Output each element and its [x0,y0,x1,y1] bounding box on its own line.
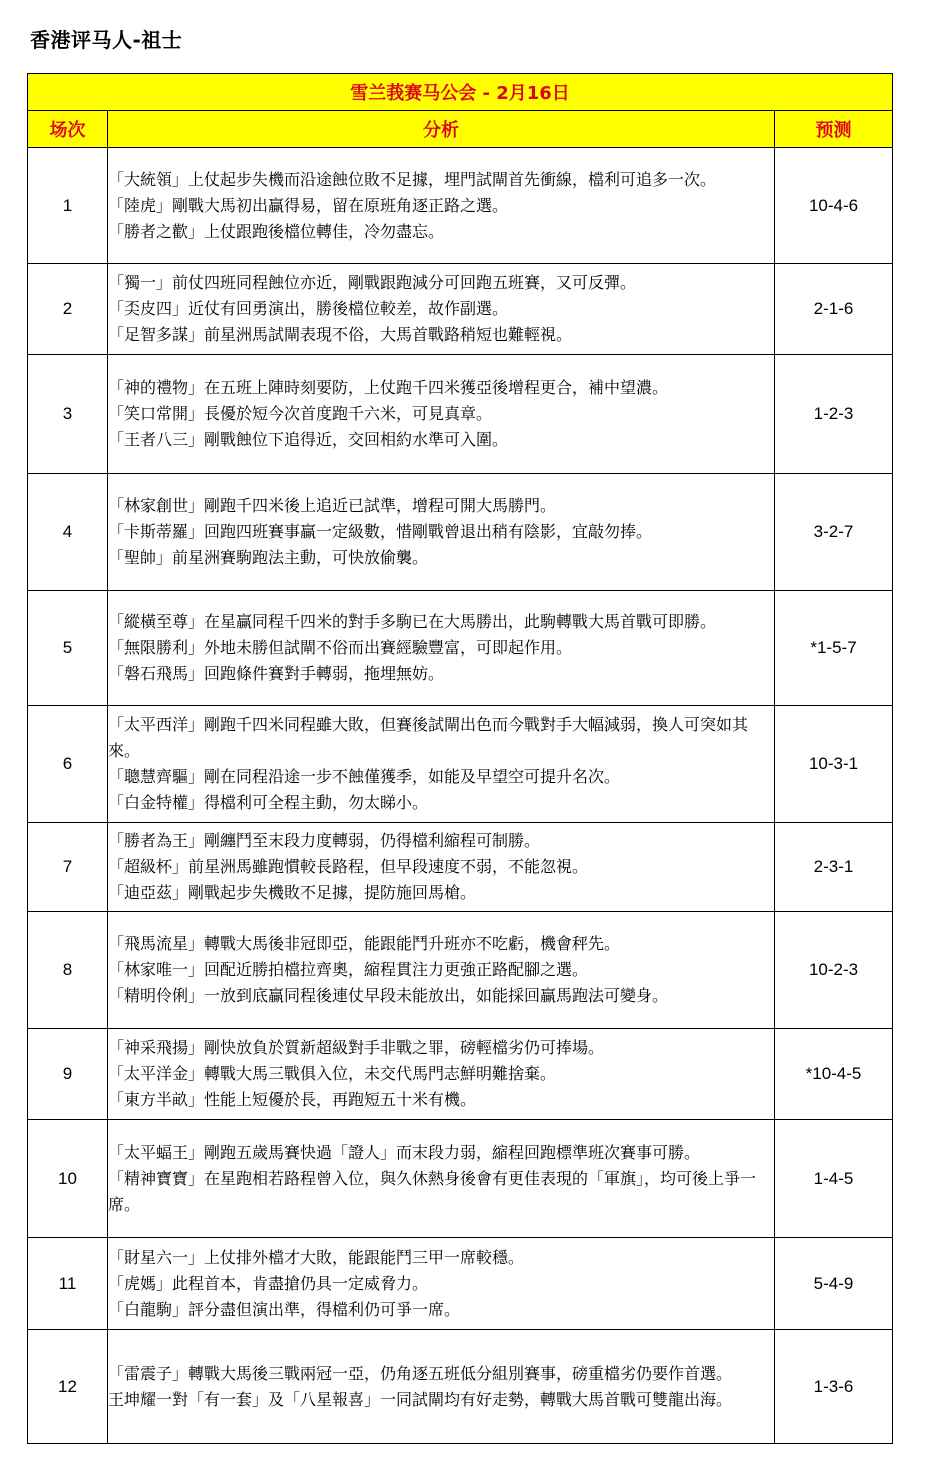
race-prediction: 10-4-6 [775,148,893,264]
race-row [28,1120,893,1238]
analysis-line: 「神采飛揚」剛快放負於質新超級對手非戰之罪，磅輕檔劣仍可捧場。 [108,1038,605,1057]
header-row [28,111,893,148]
analysis-line: 「聰慧齊驅」剛在同程沿途一步不蝕僅獲季，如能及早望空可提升名次。 [108,767,621,786]
race-number: 8 [28,912,108,1029]
race-number: 11 [28,1238,108,1330]
race-number: 5 [28,591,108,706]
race-table [27,73,893,1444]
race-analysis [108,1029,775,1120]
header-race: 场次 [28,111,108,148]
analysis-line: 「白龍駒」評分盡但演出準，得檔利仍可爭一席。 [108,1299,461,1319]
analysis-line: 「足智多謀」前星洲馬試閘表現不俗，大馬首戰路稍短也難輕視。 [108,325,573,344]
analysis-line: 「財星六一」上仗排外檔才大敗，能跟能鬥三甲一席較穩。 [108,1247,525,1267]
race-analysis [108,912,775,1029]
analysis-line: 「太平洋金」轉戰大馬三戰俱入位，未交代馬門志鮮明難捨棄。 [108,1064,557,1083]
race-analysis [108,474,775,591]
analysis-line: 「迪亞茲」剛戰起步失機敗不足據，提防施回馬槍。 [108,883,477,902]
race-number: 12 [28,1330,108,1444]
analysis-line: 「精明伶俐」一放到底贏同程後連仗早段未能放出，如能採回贏馬跑法可變身。 [108,986,669,1005]
analysis-line: 「陸虎」剛戰大馬初出贏得易，留在原班角逐正路之選。 [108,195,509,215]
analysis-line: 「雷震子」轉戰大馬後三戰兩冠一亞，仍角逐五班低分組別賽事，磅重檔劣仍要作首選。 [108,1363,733,1383]
race-row [28,823,893,912]
race-number: 6 [28,706,108,823]
race-row [28,148,893,264]
analysis-line: 「勝者為王」剛纏鬥至末段力度轉弱，仍得檔利縮程可制勝。 [108,831,541,850]
analysis-line: 「獨一」前仗四班同程蝕位亦近，剛戰跟跑減分可回跑五班賽，又可反彈。 [108,273,637,292]
race-number: 7 [28,823,108,912]
analysis-line: 「勝者之歡」上仗跟跑後檔位轉佳，冷勿盡忘。 [108,221,445,241]
analysis-line: 「白金特權」得檔利可全程主動，勿太睇小。 [108,793,429,812]
race-analysis [108,148,775,264]
analysis-line: 「卡斯蒂羅」回跑四班賽事贏一定級數，惜剛戰曾退出稍有陰影，宜敲勿捧。 [108,522,653,541]
race-row [28,474,893,591]
analysis-line: 「聖帥」前星洲賽駒跑法主動，可快放偷襲。 [108,548,429,567]
race-row [28,1330,893,1444]
banner-row [28,74,893,111]
race-row [28,1029,893,1120]
race-analysis [108,823,775,912]
race-row [28,591,893,706]
analysis-line: 「大統領」上仗起步失機而沿途蝕位敗不足據，埋門試閘首先衝線，檔利可追多一次。 [108,169,717,189]
race-prediction: 5-4-9 [775,1238,893,1330]
header-analysis: 分析 [108,111,775,148]
race-analysis [108,355,775,474]
race-analysis [108,264,775,355]
race-row [28,1238,893,1330]
race-number: 10 [28,1120,108,1238]
header-prediction: 预测 [775,111,893,148]
analysis-line: 「精神寶寶」在星跑相若路程曾入位，與久休熱身後會有更佳表現的「軍旗」，均可後上爭一席。 [108,1168,757,1214]
race-prediction: 10-2-3 [775,912,893,1029]
document-title: 香港评马人-祖士 [30,28,183,52]
analysis-line: 「太平蝠王」剛跑五歲馬賽快過「證人」而末段力弱，縮程回跑標準班次賽事可勝。 [108,1142,701,1162]
race-prediction: 2-3-1 [775,823,893,912]
race-prediction: 1-2-3 [775,355,893,474]
race-prediction: 3-2-7 [775,474,893,591]
analysis-line: 王坤耀一對「有一套」及「八星報喜」一同試閘均有好走勢，轉戰大馬首戰可雙龍出海。 [108,1389,733,1409]
analysis-line: 「太平西洋」剛跑千四米同程雖大敗，但賽後試閘出色而今戰對手大幅減弱，換人可突如其來。 [108,715,749,760]
analysis-line: 「東方半畝」性能上短優於長，再跑短五十米有機。 [108,1090,477,1109]
analysis-line: 「磐石飛馬」回跑條件賽對手轉弱，拖埋無妨。 [108,664,445,683]
race-prediction: 1-3-6 [775,1330,893,1444]
analysis-line: 「虎媽」此程首本，肯盡搶仍具一定威脅力。 [108,1273,429,1293]
analysis-line: 「飛馬流星」轉戰大馬後非冠即亞，能跟能鬥升班亦不吃虧，機會秤先。 [108,934,621,953]
race-analysis [108,591,775,706]
race-prediction: 1-4-5 [775,1120,893,1238]
analysis-line: 「王者八三」剛戰蝕位下追得近，交回相約水準可入圍。 [108,430,509,449]
analysis-line: 「神的禮物」在五班上陣時刻要防，上仗跑千四米獲亞後增程更合，補中望濃。 [108,378,669,397]
analysis-line: 「超級杯」前星洲馬雖跑慣較長路程，但早段速度不弱，不能忽視。 [108,857,589,876]
race-analysis [108,1120,775,1238]
analysis-line: 「奀皮四」近仗有回勇演出，勝後檔位較差，故作副選。 [108,299,509,318]
banner-title: 雪兰莪赛马公会 - 2月16日 [28,74,893,111]
race-row [28,264,893,355]
race-analysis [108,1238,775,1330]
race-number: 2 [28,264,108,355]
race-prediction: *10-4-5 [775,1029,893,1120]
race-number: 3 [28,355,108,474]
race-prediction: 2-1-6 [775,264,893,355]
race-analysis [108,706,775,823]
race-number: 1 [28,148,108,264]
analysis-line: 「林家唯一」回配近勝拍檔拉齊奧，縮程貫注力更強正路配腳之選。 [108,960,589,979]
race-row [28,706,893,823]
race-prediction: *1-5-7 [775,591,893,706]
analysis-line: 「無限勝利」外地未勝但試閘不俗而出賽經驗豐富，可即起作用。 [108,638,573,657]
race-analysis [108,1330,775,1444]
analysis-line: 「縱橫至尊」在星贏同程千四米的對手多駒已在大馬勝出，此駒轉戰大馬首戰可即勝。 [108,612,717,631]
race-prediction: 10-3-1 [775,706,893,823]
analysis-line: 「笑口常開」長優於短今次首度跑千六米，可見真章。 [108,404,493,423]
race-number: 4 [28,474,108,591]
analysis-line: 「林家創世」剛跑千四米後上追近已試準，增程可開大馬勝門。 [108,496,557,515]
race-number: 9 [28,1029,108,1120]
race-row [28,355,893,474]
race-row [28,912,893,1029]
